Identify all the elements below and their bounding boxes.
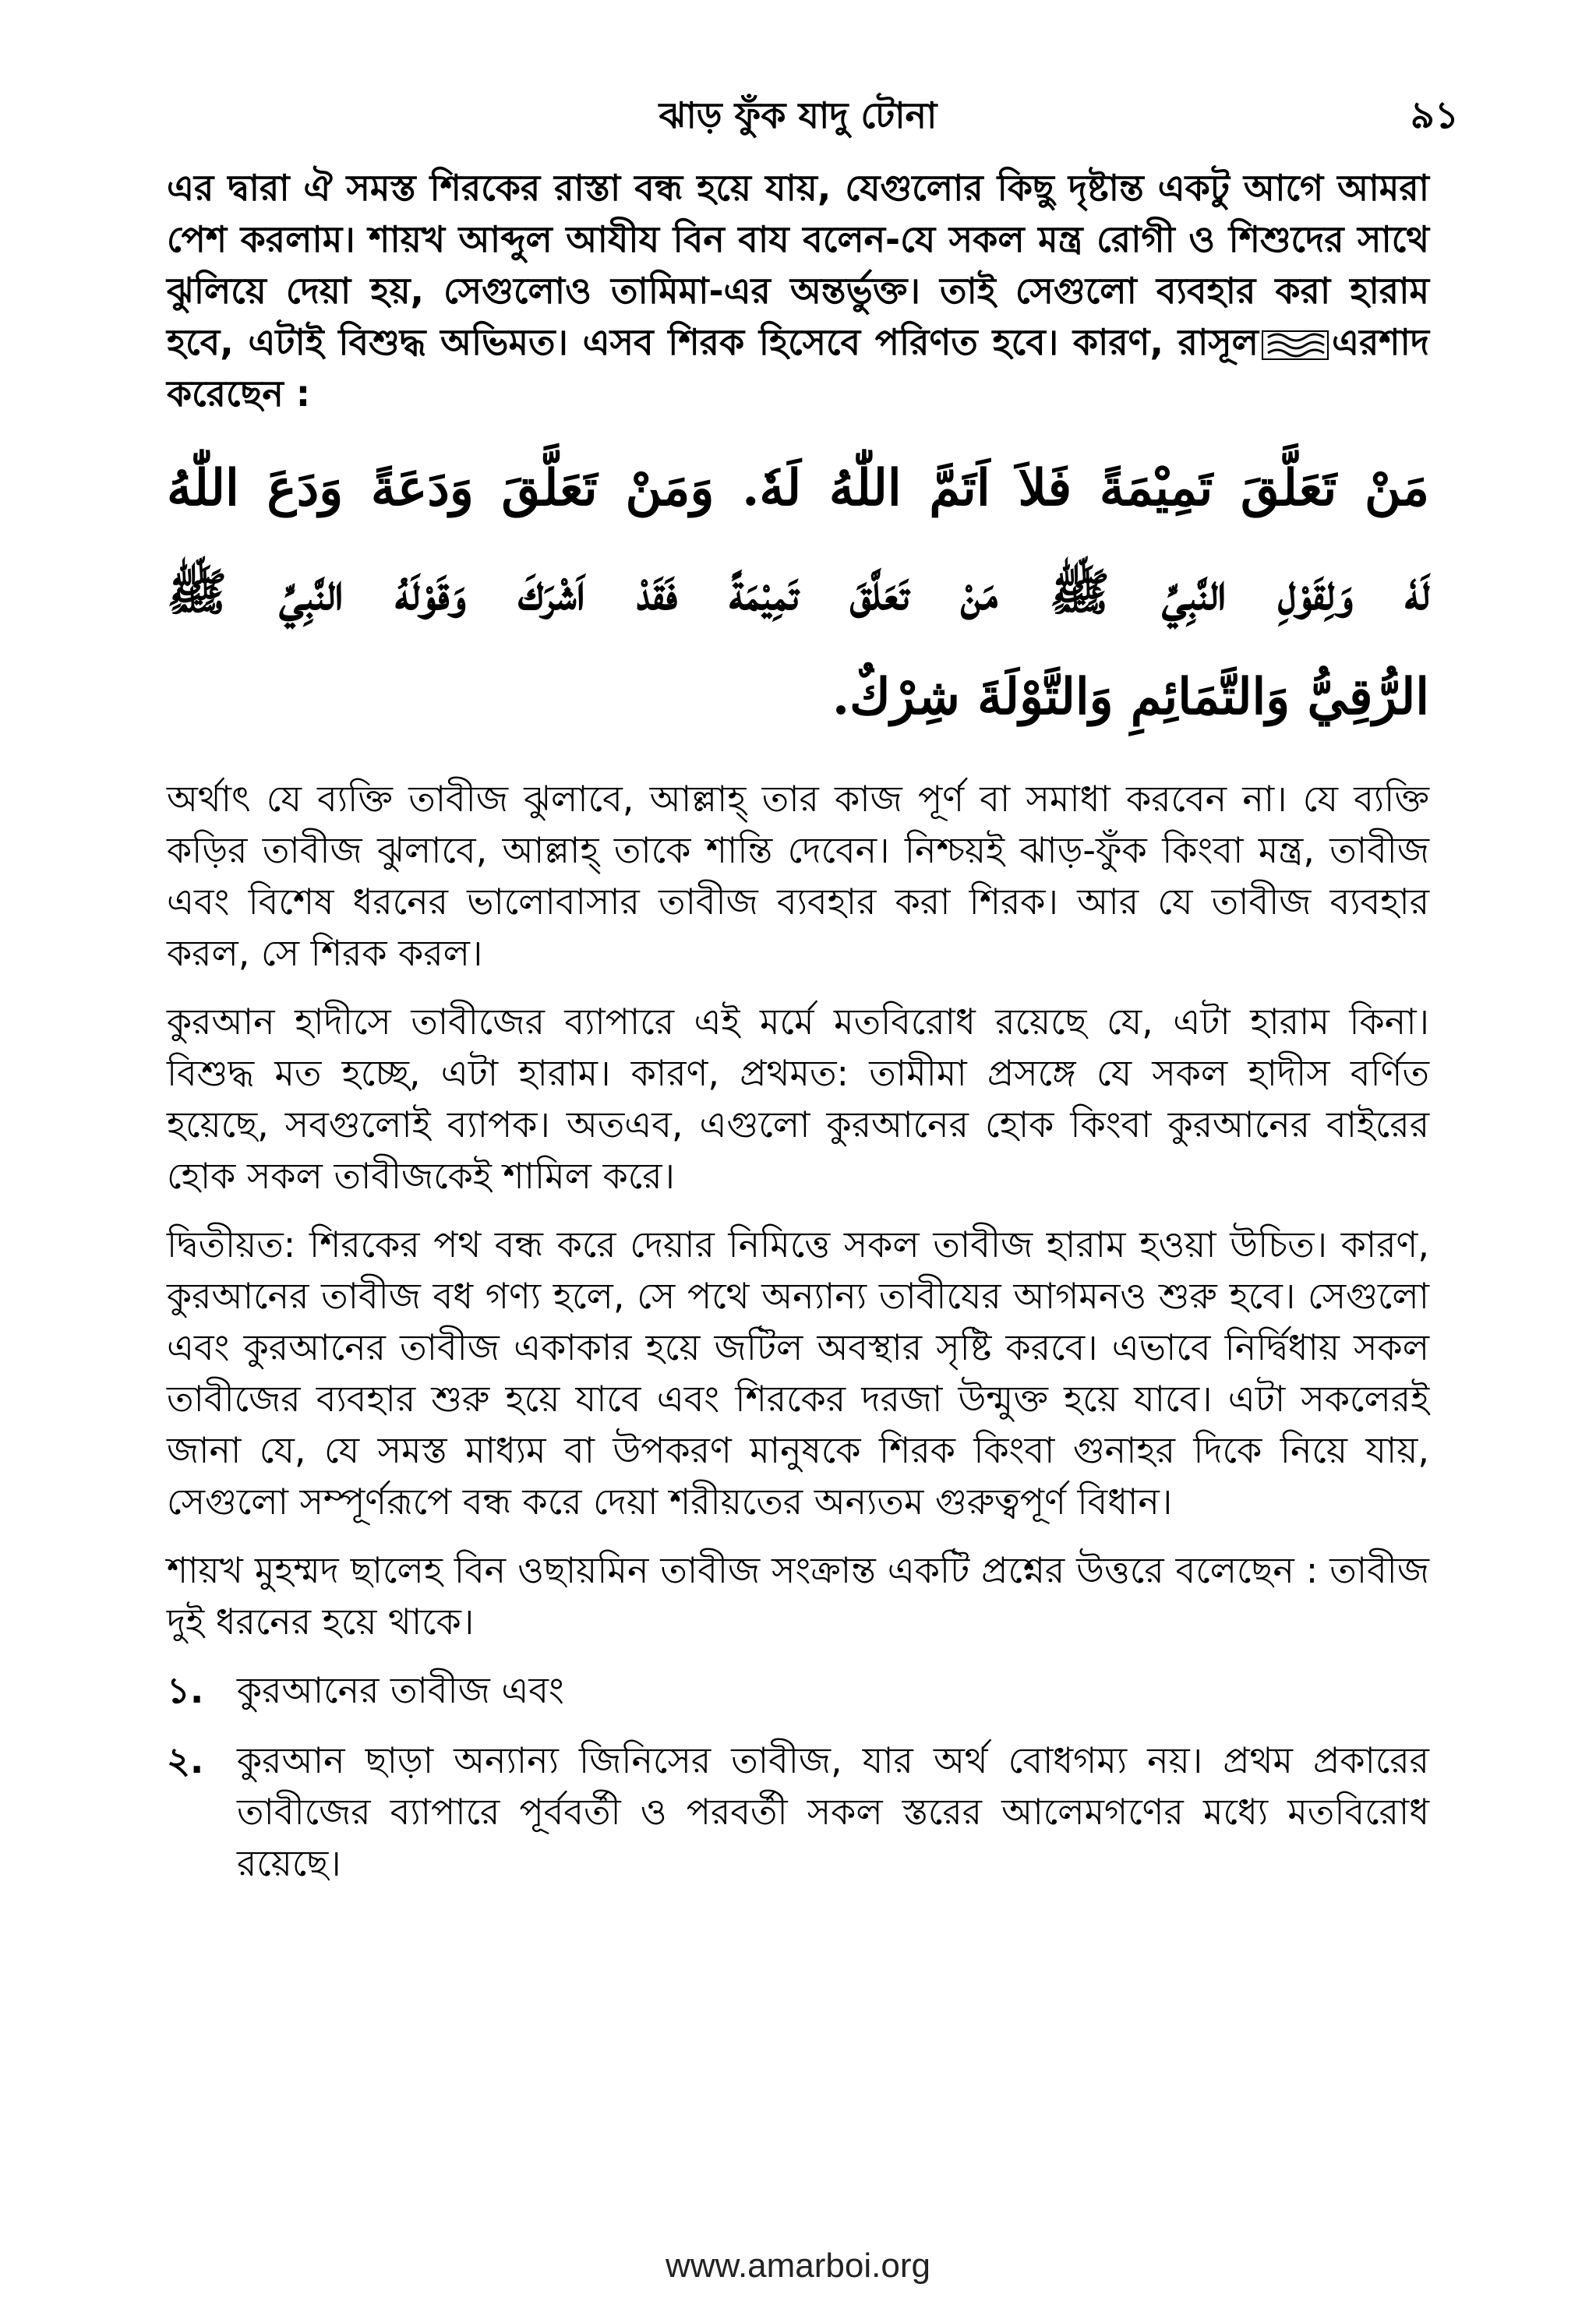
footer-watermark-url: www.amarboi.org	[666, 2247, 930, 2285]
page-number: ৯১	[1410, 94, 1459, 137]
paragraph-1-text: এর দ্বারা ঐ সমস্ত শিরকের রাস্তা বন্ধ হয়ে যায়, যেগুলোর কিছু দৃষ্টান্ত একটু আগে আমরা পেশ করলাম। শায়খ আব্দুল আযীয বিন বায বলেন-যে সকল মন্ত্র রোগী ও শিশুদের সাথে ঝুলিয়ে দেয়া হয়, সেগুলোও তামিমা-এর অন্তর্ভুক্ত। তাই সেগুলো ব্যবহার করা হারাম হবে, এটাই বিশুদ্ধ অভিমত। এসব শিরক হিসেবে পরিণত হবে। কারণ, রাসূল	[167, 167, 1429, 363]
paragraph-5: শায়খ মুহম্মদ ছালেহ বিন ওছায়মিন তাবীজ সংক্রান্ত একটি প্রশ্নের উত্তরে বলেছেন : তাবীজ দুই ধরনের হয়ে থাকে।	[167, 1549, 1429, 1643]
list-item	[167, 1664, 1429, 1716]
page-header-title: ঝাড় ফুঁক যাদু টোনা	[659, 94, 937, 136]
paragraph-3: কুরআন হাদীসে তাবীজের ব্যাপারে এই মর্মে মতবিরোধ রয়েছে যে, এটা হারাম কিনা। বিশুদ্ধ মত হচ্ছে, এটা হারাম। কারণ, প্রথমত: তামীমা প্রসঙ্গে যে সকল হাদীস বর্ণিত হয়েছে, সবগুলোই ব্যাপক। অতএব, এগুলো কুরআনের হোক কিংবা কুরআনের বাইরের হোক সকল তাবীজকেই শামিল করে।	[167, 1001, 1429, 1197]
list-marker: ১.	[167, 1669, 204, 1711]
list-item-text: কুরআনের তাবীজ এবং	[237, 1669, 564, 1711]
arabic-line-2: لَهٗ وَلِقَوْلِ النَّبِيِّ ﷺ مَنْ تَعَلَّقَ تَمِيْمَةً فَقَدْ اَشْرَكَ وَقَوْلَهُ النَّبِيِّ ﷺ	[167, 563, 1429, 622]
arabic-line-3: الرُّقِيُّ وَالتَّمَائِمِ وَالتَّوْلَةَ شِرْكٌ.	[832, 668, 1429, 726]
paragraph-1-text-end: এরশাদ করেছেন :	[167, 321, 1429, 415]
paragraph-4: দ্বিতীয়ত: শিরকের পথ বন্ধ করে দেয়ার নিমিত্তে সকল তাবীজ হারাম হওয়া উচিত। কারণ, কুরআনের তাবীজ বধ গণ্য হলে, সে পথে অন্যান্য তাবীযের আগমনও শুরু হবে। সেগুলো এবং কুরআনের তাবীজ একাকার হয়ে জটিল অবস্থার সৃষ্টি করবে। এভাবে নির্দ্বিধায় সকল তাবীজের ব্যবহার শুরু হয়ে যাবে এবং শিরকের দরজা উন্মুক্ত হয়ে যাবে। এটা সকলেরই জানা যে, যে সমস্ত মাধ্যম বা উপকরণ মানুষকে শিরক কিংবা গুনাহর দিকে নিয়ে যায়, সেগুলো সম্পূর্ণরূপে বন্ধ করে দেয়া শরীয়তের অন্যতম গুরুত্বপূর্ণ বিধান।	[167, 1223, 1429, 1523]
paragraph-2: অর্থাৎ যে ব্যক্তি তাবীজ ঝুলাবে, আল্লাহ্ তার কাজ পূর্ণ বা সমাধা করবেন না। যে ব্যক্তি কড়ির তাবীজ ঝুলাবে, আল্লাহ্ তাকে শান্তি দেবেন। নিশ্চয়ই ঝাড়-ফুঁক কিংবা মন্ত্র, তাবীজ এবং বিশেষ ধরনের ভালোবাসার তাবীজ ব্যবহার করা শিরক। আর যে তাবীজ ব্যবহার করল, সে শিরক করল।	[167, 778, 1429, 974]
list-item-text: কুরআন ছাড়া অন্যান্য জিনিসের তাবীজ, যার অর্থ বোধগম্য নয়। প্রথম প্রকারের তাবীজের ব্যাপারে পূর্ববর্তী ও পরবর্তী সকল স্তরের আলেমগণের মধ্যে মতবিরোধ রয়েছে।	[237, 1739, 1429, 1884]
paragraph-1	[167, 162, 1429, 419]
page-content	[167, 162, 1429, 1908]
list-item	[167, 1735, 1429, 1889]
amulet-types-list	[167, 1664, 1429, 1889]
arabic-line-1: مَنْ تَعَلَّقَ تَمِيْمَةً فَلاَ اَتَمَّ اللّٰهُ لَهٗ. وَمَنْ تَعَلَّقَ وَدَعَةً وَدَعَ اللّٰهُ	[167, 459, 1429, 517]
list-marker: ২.	[167, 1739, 204, 1781]
arabic-quote	[167, 436, 1429, 750]
salawat-calligraphy-icon	[1262, 327, 1329, 364]
